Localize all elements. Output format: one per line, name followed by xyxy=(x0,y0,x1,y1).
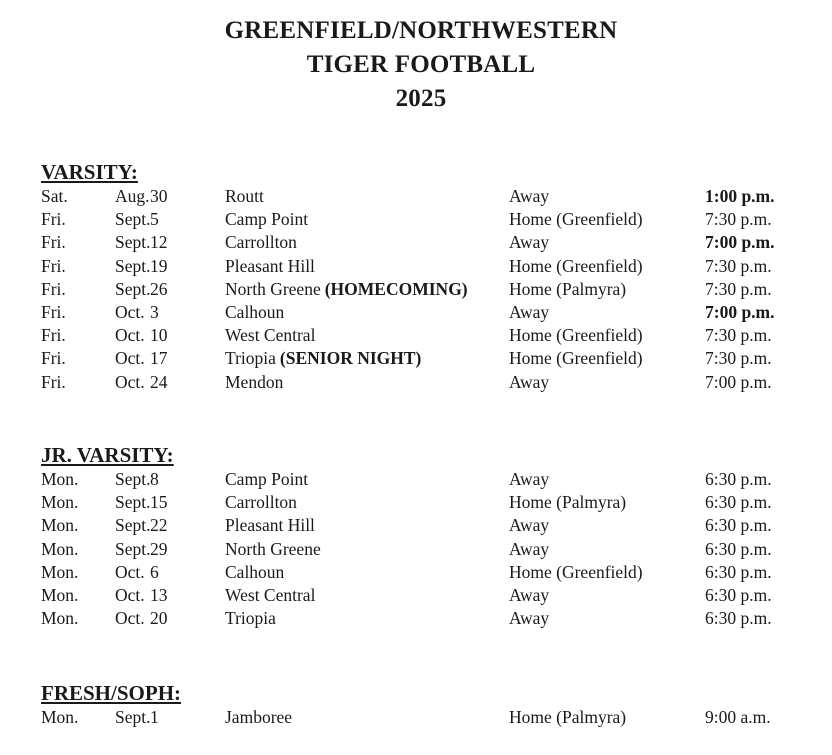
schedule-row xyxy=(0,324,832,347)
game-location: Away xyxy=(509,186,550,206)
game-month: Oct. xyxy=(115,585,145,605)
game-location: Home (Greenfield) xyxy=(509,209,643,230)
schedule-row xyxy=(0,301,832,324)
game-day: Mon. xyxy=(41,608,79,629)
game-date: 3 xyxy=(150,302,159,322)
game-month: Sept. xyxy=(115,278,151,299)
game-time: 6:30 p.m. xyxy=(705,538,772,559)
game-month: Oct. xyxy=(115,561,145,582)
game-date: 30 xyxy=(150,186,168,206)
game-day: Sat. xyxy=(41,186,68,206)
game-opponent: North Greene xyxy=(225,538,321,559)
game-day: Fri. xyxy=(41,348,66,369)
game-day: Fri. xyxy=(41,302,66,322)
game-time: 6:30 p.m. xyxy=(705,585,772,605)
game-date: 20 xyxy=(150,608,168,629)
game-month: Oct. xyxy=(115,348,145,369)
game-date: 26 xyxy=(150,278,168,299)
game-date: 15 xyxy=(150,492,168,513)
game-month: Sept. xyxy=(115,232,151,253)
game-day: Fri. xyxy=(41,232,66,253)
game-time: 7:30 p.m. xyxy=(705,209,772,230)
schedule-row xyxy=(0,371,832,394)
game-date: 17 xyxy=(150,348,168,369)
varsity-heading: VARSITY: xyxy=(41,160,138,184)
game-day: Fri. xyxy=(41,209,66,230)
game-date: 19 xyxy=(150,255,168,276)
game-note: (HOMECOMING) xyxy=(324,278,468,299)
game-month: Sept. xyxy=(115,538,151,559)
schedule-row xyxy=(0,231,832,254)
game-opponent: North Greene xyxy=(225,278,321,299)
game-day: Mon. xyxy=(41,561,79,582)
title-year: 2025 xyxy=(395,85,447,112)
schedule-row xyxy=(0,561,832,584)
game-location: Away xyxy=(509,585,550,605)
game-opponent-cell xyxy=(225,514,315,537)
game-opponent-cell xyxy=(225,561,284,584)
game-opponent: Triopia xyxy=(225,348,276,369)
game-opponent: West Central xyxy=(225,585,316,605)
game-time: 6:30 p.m. xyxy=(705,515,772,536)
jr-varsity-heading: JR. VARSITY: xyxy=(41,443,174,467)
game-time: 7:30 p.m. xyxy=(705,278,772,299)
schedule-row xyxy=(0,514,832,537)
title-school: GREENFIELD/NORTHWESTERN xyxy=(224,17,618,44)
game-time: 6:30 p.m. xyxy=(705,469,772,489)
game-location: Home (Palmyra) xyxy=(509,492,627,513)
game-month: Oct. xyxy=(115,302,145,322)
game-opponent: West Central xyxy=(225,325,316,346)
game-date: 12 xyxy=(150,232,168,253)
game-month: Sept. xyxy=(115,515,151,536)
game-location: Away xyxy=(509,608,550,629)
game-opponent-cell xyxy=(225,231,297,254)
game-date: 29 xyxy=(150,538,168,559)
game-time: 7:00 p.m. xyxy=(705,371,772,392)
game-day: Mon. xyxy=(41,707,79,727)
schedule-row xyxy=(0,538,832,561)
game-month: Sept. xyxy=(115,469,151,489)
game-month: Oct. xyxy=(115,608,145,629)
game-day: Fri. xyxy=(41,371,66,392)
game-location: Home (Greenfield) xyxy=(509,348,643,369)
game-location: Away xyxy=(509,232,550,253)
game-date: 6 xyxy=(150,561,159,582)
game-opponent: Pleasant Hill xyxy=(225,255,315,276)
game-day: Fri. xyxy=(41,278,66,299)
game-opponent-cell xyxy=(225,538,321,561)
schedule-row xyxy=(0,278,832,301)
game-time: 6:30 p.m. xyxy=(705,492,772,513)
title-program: TIGER FOOTBALL xyxy=(306,51,536,78)
game-time: 7:30 p.m. xyxy=(705,348,772,369)
game-location: Away xyxy=(509,469,550,489)
game-date: 5 xyxy=(150,209,159,230)
game-month: Sept. xyxy=(115,255,151,276)
game-location: Away xyxy=(509,515,550,536)
game-location: Away xyxy=(509,538,550,559)
game-opponent-cell xyxy=(225,584,315,607)
game-month: Sept. xyxy=(115,209,151,230)
schedule-row xyxy=(0,255,832,278)
game-time: 9:00 a.m. xyxy=(705,707,771,727)
game-opponent-cell xyxy=(225,706,292,729)
game-opponent: Routt xyxy=(225,186,264,206)
schedule-row xyxy=(0,584,832,607)
game-opponent: Calhoun xyxy=(225,302,285,322)
schedule-row xyxy=(0,468,832,491)
game-opponent: Camp Point xyxy=(225,469,309,489)
game-month: Sept. xyxy=(115,492,151,513)
game-date: 1 xyxy=(150,707,159,727)
game-opponent-cell xyxy=(225,468,308,491)
game-time: 7:30 p.m. xyxy=(705,325,772,346)
game-opponent-cell xyxy=(225,347,421,370)
game-opponent: Jamboree xyxy=(225,707,293,727)
game-time: 7:00 p.m. xyxy=(705,302,775,322)
game-day: Mon. xyxy=(41,492,79,513)
game-opponent-cell xyxy=(225,371,283,394)
game-time: 7:00 p.m. xyxy=(705,232,775,253)
schedule-row xyxy=(0,185,832,208)
game-date: 10 xyxy=(150,325,168,346)
fresh-soph-heading: FRESH/SOPH: xyxy=(41,681,182,705)
game-time: 7:30 p.m. xyxy=(705,255,772,276)
game-month: Aug. xyxy=(115,186,150,206)
game-opponent: Camp Point xyxy=(225,209,309,230)
game-location: Home (Greenfield) xyxy=(509,325,643,346)
game-opponent: Calhoun xyxy=(225,561,285,582)
game-opponent-cell xyxy=(225,208,308,231)
game-time: 6:30 p.m. xyxy=(705,561,772,582)
game-opponent-cell xyxy=(225,607,276,630)
schedule-row xyxy=(0,491,832,514)
schedule-row xyxy=(0,347,832,370)
game-day: Mon. xyxy=(41,585,79,605)
game-opponent-cell xyxy=(225,185,264,208)
game-note: (SENIOR NIGHT) xyxy=(279,348,422,369)
game-date: 24 xyxy=(150,371,168,392)
game-opponent: Mendon xyxy=(225,371,284,392)
game-location: Home (Palmyra) xyxy=(509,707,627,727)
game-opponent-cell xyxy=(225,255,315,278)
game-location: Home (Greenfield) xyxy=(509,255,643,276)
game-opponent: Triopia xyxy=(225,608,276,629)
game-opponent-cell xyxy=(225,301,284,324)
game-location: Home (Palmyra) xyxy=(509,278,627,299)
game-location: Away xyxy=(509,302,550,322)
game-opponent-cell xyxy=(225,324,315,347)
game-day: Mon. xyxy=(41,515,79,536)
game-day: Fri. xyxy=(41,255,66,276)
schedule-row xyxy=(0,208,832,231)
game-opponent-cell xyxy=(225,491,297,514)
game-date: 8 xyxy=(150,469,159,489)
game-month: Oct. xyxy=(115,371,145,392)
game-opponent: Pleasant Hill xyxy=(225,515,315,536)
game-day: Mon. xyxy=(41,469,79,489)
game-date: 22 xyxy=(150,515,168,536)
schedule-row xyxy=(0,607,832,630)
game-month: Oct. xyxy=(115,325,145,346)
game-opponent-cell xyxy=(225,278,468,301)
schedule-row xyxy=(0,706,832,729)
game-day: Fri. xyxy=(41,325,66,346)
game-location: Home (Greenfield) xyxy=(509,561,643,582)
game-opponent: Carrollton xyxy=(225,232,297,253)
game-month: Sept. xyxy=(115,707,151,727)
game-time: 1:00 p.m. xyxy=(705,186,775,206)
game-date: 13 xyxy=(150,585,168,605)
game-opponent: Carrollton xyxy=(225,492,297,513)
game-location: Away xyxy=(509,371,550,392)
game-day: Mon. xyxy=(41,538,79,559)
game-time: 6:30 p.m. xyxy=(705,608,772,629)
